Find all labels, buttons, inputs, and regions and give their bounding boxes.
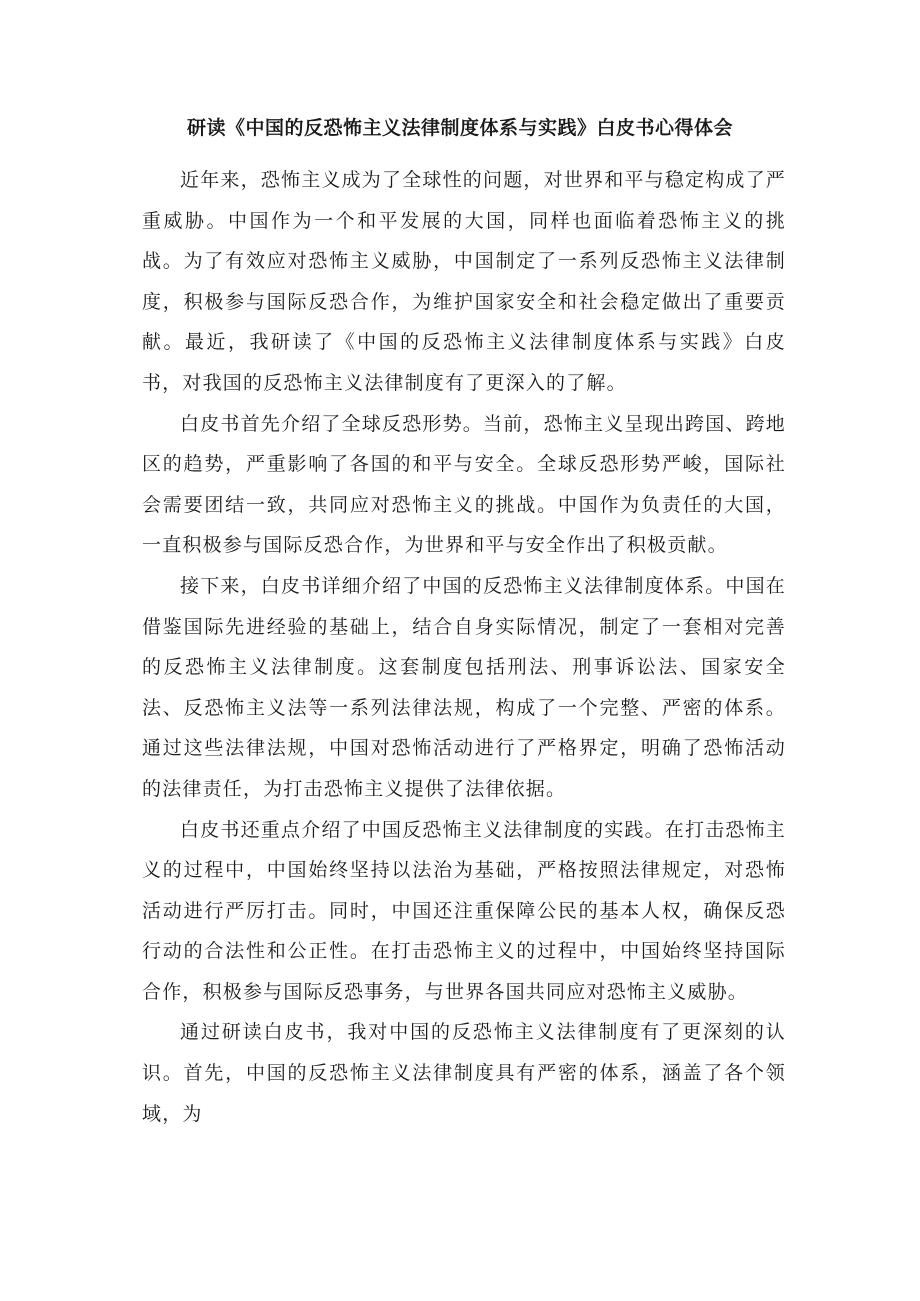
paragraph: 通过研读白皮书，我对中国的反恐怖主义法律制度有了更深刻的认识。首先，中国的反恐怖主义法律制度具有严密的体系，涵盖了各个领域，为 xyxy=(142,1021,786,1125)
paragraph: 白皮书首先介绍了全球反恐形势。当前，恐怖主义呈现出跨国、跨地区的趋势，严重影响了各国的和平与安全。全球反恐形势严峻，国际社会需要团结一致，共同应对恐怖主义的挑战。中国作为负责任的大国，一直积极参与国际反恐合作，为世界和平与安全作出了积极贡献。 xyxy=(142,412,787,557)
paragraph: 近年来，恐怖主义成为了全球性的问题，对世界和平与稳定构成了严重威胁。中国作为一个和平发展的大国，同样也面临着恐怖主义的挑战。为了有效应对恐怖主义威胁，中国制定了一系列反恐怖主义法律制度，积极参与国际反恐合作，为维护国家安全和社会稳定做出了重要贡献。最近，我研读了《中国的反恐怖主义法律制度体系与实践》白皮书，对我国的反恐怖主义法律制度有了更深入的了解。 xyxy=(142,169,787,394)
paragraph: 白皮书还重点介绍了中国反恐怖主义法律制度的实践。在打击恐怖主义的过程中，中国始终坚持以法治为基础，严格按照法律规定，对恐怖活动进行严厉打击。同时，中国还注重保障公民的基本人权，确保反恐行动的合法性和公正性。在打击恐怖主义的过程中，中国始终坚持国际合作，积极参与国际反恐事务，与世界各国共同应对恐怖主义威胁。 xyxy=(142,818,787,1003)
document-body xyxy=(142,160,786,1134)
document-title: 研读《中国的反恐怖主义法律制度体系与实践》白皮书心得体会 xyxy=(186,117,733,139)
paragraph: 接下来，白皮书详细介绍了中国的反恐怖主义法律制度体系。中国在借鉴国际先进经验的基础上，结合自身实际情况，制定了一套相对完善的反恐怖主义法律制度。这套制度包括刑法、刑事诉讼法、国家安全法、反恐怖主义法等一系列法律法规，构成了一个完整、严密的体系。通过这些法律法规，中国对恐怖活动进行了严格界定，明确了恐怖活动的法律责任，为打击恐怖主义提供了法律依据。 xyxy=(142,574,787,800)
